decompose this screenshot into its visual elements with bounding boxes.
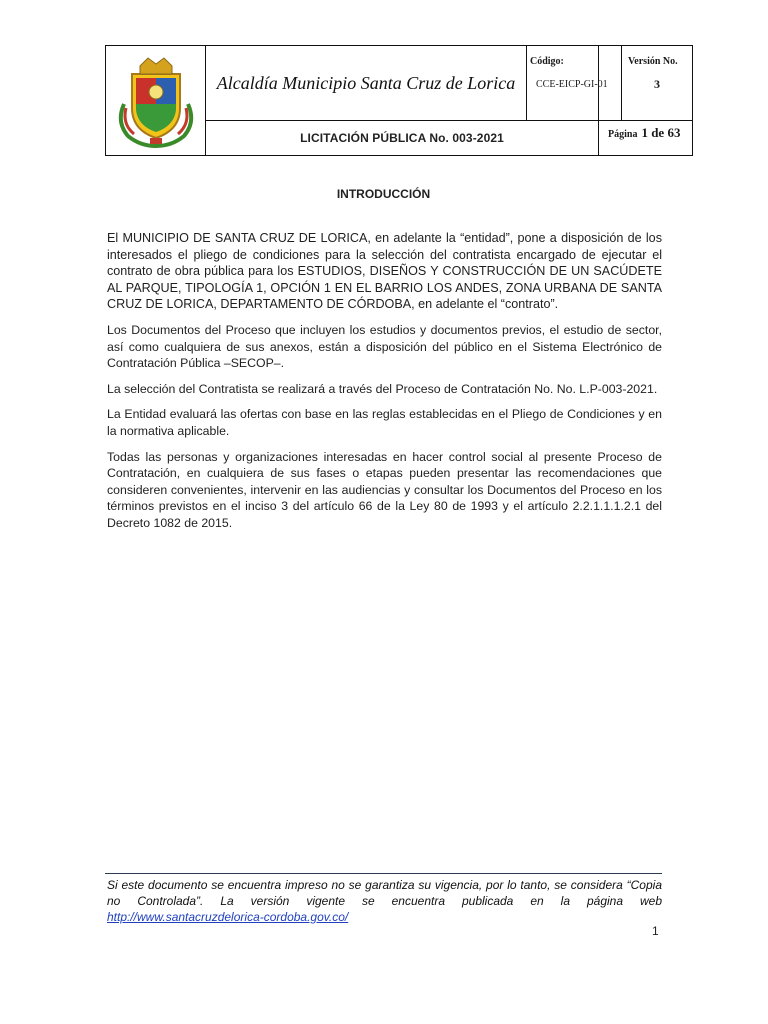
code-value: CCE-EICP-GI-01	[536, 79, 608, 90]
body-paragraph: Todas las personas y organizaciones interesadas en hacer control social al presente Proceso de Contratación, en cualquiera de sus fases o etapas pueden presentar las recomendaciones que consideren convenientes, intervenir en las audiencias y consultar los Documentos del Proceso en los términos previstos en el inciso 3 del artículo 66 de la Ley 80 de 1993 y el artículo 2.2.1.1.1.2.1 del Decreto 1082 de 2015.	[107, 449, 662, 530]
tender-number: LICITACIÓN PÚBLICA No. 003-2021	[300, 130, 504, 145]
page-indicator-value: 1 de 63	[641, 125, 681, 140]
footer-disclaimer	[107, 877, 662, 925]
footer-text: Si este documento se encuentra impreso no se garantiza su vigencia, por lo tanto, se considera “Copia no Controlada”. La versión vigente se encuentra publicada en la página web	[107, 878, 662, 908]
document-body	[107, 230, 662, 541]
page-indicator	[608, 124, 680, 142]
body-paragraph: La Entidad evaluará las ofertas con base en las reglas establecidas en el Pliego de Condiciones y en la normativa aplicable.	[107, 407, 662, 438]
website-link[interactable]: http://www.santacruzdelorica-cordoba.gov.co/	[107, 910, 349, 924]
page-indicator-label: Página	[608, 129, 638, 140]
header-divider	[598, 46, 599, 155]
body-paragraph: La selección del Contratista se realizará a través del Proceso de Contratación No. No. L.P-003-2021.	[107, 381, 658, 396]
municipality-title: Alcaldía Municipio Santa Cruz de Lorica	[216, 73, 516, 93]
document-header-table	[105, 45, 693, 156]
version-value: 3	[654, 77, 660, 91]
code-label: Código:	[530, 56, 564, 67]
page-number: 1	[652, 924, 659, 938]
footer-rule	[105, 873, 662, 874]
header-divider	[621, 46, 622, 120]
header-divider	[526, 46, 527, 120]
municipal-coat-of-arms-logo	[106, 46, 206, 154]
body-paragraph: El MUNICIPIO DE SANTA CRUZ DE LORICA, en adelante la “entidad”, pone a disposición de los interesados el pliego de condiciones para la selección del contratista encargado de ejecutar el contrato de obra pública para los ESTUDIOS, DISEÑOS Y CONSTRUCCIÓN DE UN SACÚDETE AL PARQUE, TIPOLOGÍA 1, OPCIÓN 1 EN EL BARRIO LOS ANDES, ZONA URBANA DE SANTA CRUZ DE LORICA, DEPARTAMENTO DE CÓRDOBA, en adelante el “contrato”.	[107, 231, 662, 312]
version-label: Versión No.	[628, 56, 678, 67]
section-heading: INTRODUCCIÓN	[336, 187, 431, 201]
body-paragraph: Los Documentos del Proceso que incluyen los estudios y documentos previos, el estudio de sector, así como cualquiera de sus anexos, están a disposición del público en el Sistema Electrónico de Contratación Pública –SECOP–.	[107, 322, 662, 371]
